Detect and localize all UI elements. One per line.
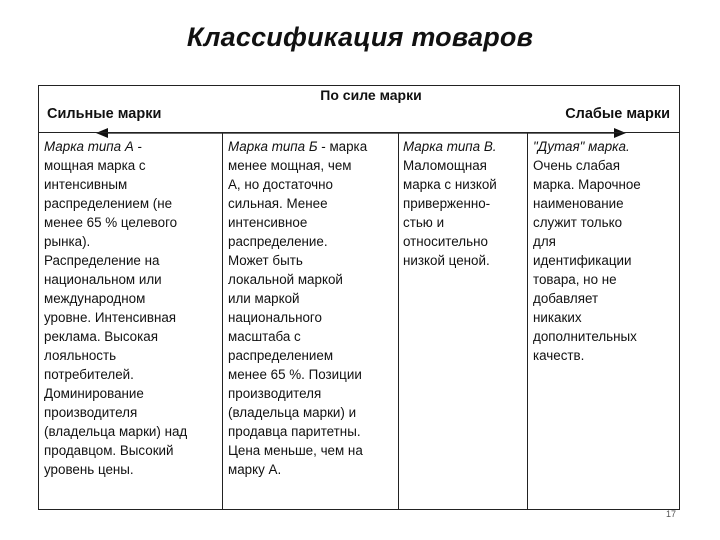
axis-label: По силе марки	[320, 87, 422, 103]
page-number: 17	[665, 509, 676, 519]
cell-text: - мощная марка с интенсивным распределением (не менее 65 % целевого рынка). Распределение на национальном или международном уровне. Интенсивная реклама. Высокая лояльность потребителей. Доминирование производителя (владельца марки) над продавцом. Высокий уровень цены.	[44, 139, 188, 477]
cell-brand-type-b	[228, 137, 398, 479]
column-divider	[222, 132, 223, 510]
cell-text: - марка менее мощная, чем А, но достаточно сильная. Менее интенсивное распределение. Может быть локальной маркой или маркой национального масштаба с распределением менее 65 %. Позиции производителя (владельца марки) и продавца паритетны. Цена меньше, чем на марку А.	[228, 139, 368, 477]
slide-title: Классификация товаров	[186, 22, 534, 52]
cell-heading: "Дутая" марка.	[533, 139, 630, 154]
cell-brand-type-v	[403, 137, 527, 270]
strong-brands-label: Сильные марки	[47, 106, 162, 122]
cell-brand-type-a	[44, 137, 222, 479]
cell-text: Маломощная марка с низкой приверженно- стью и относительно низкой ценой.	[403, 158, 497, 268]
cell-heading: Марка типа В.	[403, 139, 497, 154]
column-divider	[398, 132, 399, 510]
cell-inflated-brand	[533, 137, 678, 365]
cell-heading: Марка типа А	[44, 139, 134, 154]
cell-text: Очень слабая марка. Марочное наименование служит только для идентификации товара, но не добавляет никаких дополнительных качеств.	[533, 158, 641, 363]
column-divider	[527, 132, 528, 510]
cell-heading: Марка типа Б	[228, 139, 318, 154]
weak-brands-label: Слабые марки	[565, 106, 670, 122]
